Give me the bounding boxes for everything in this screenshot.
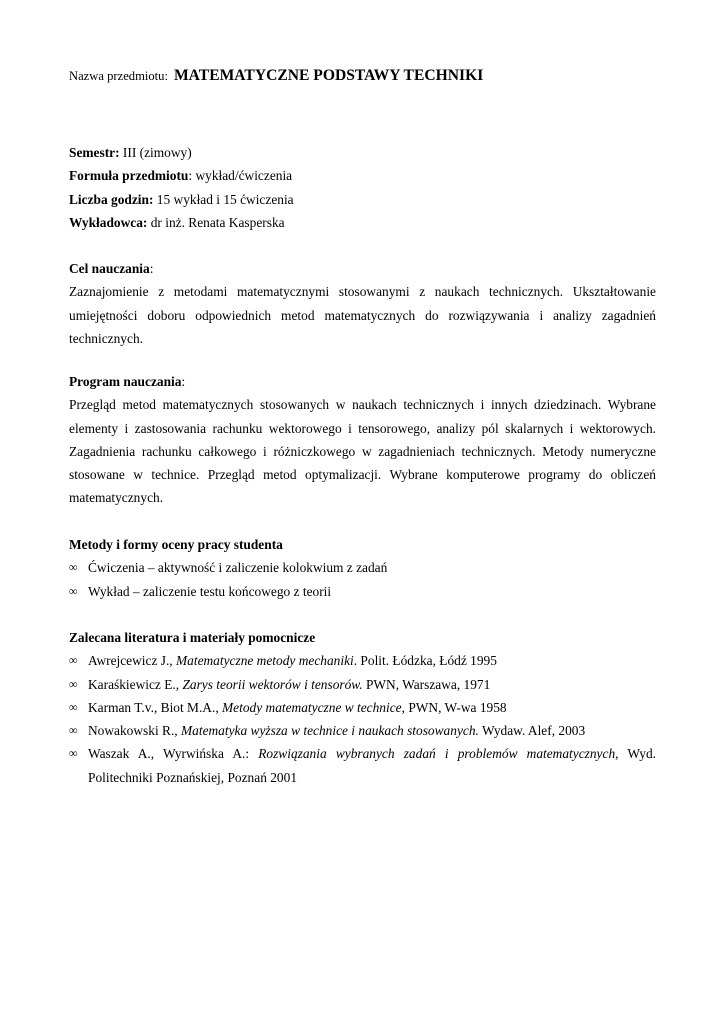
list-item bbox=[69, 673, 656, 696]
literature-section bbox=[69, 626, 656, 789]
lecturer-label: Wykładowca: bbox=[69, 214, 148, 230]
methods-item-text: Ćwiczenia – aktywność i zaliczenie kolokwium z zadań bbox=[88, 560, 388, 576]
infinity-bullet-icon: ∞ bbox=[69, 653, 78, 668]
lit-rest: , PWN, W-wa 1958 bbox=[401, 699, 507, 715]
goal-heading: Cel nauczania bbox=[69, 261, 150, 276]
infinity-bullet-icon: ∞ bbox=[69, 676, 78, 691]
lit-title: Matematyczne metody mechaniki bbox=[176, 653, 354, 669]
goal-text: Zaznajomienie z metodami matematycznymi stosowanymi z naukach technicznych. Ukształtowanie umiejętności doboru odpowiednich metod matematycznych do rozwiązywania i analizy zagadnień technicznych. bbox=[69, 284, 656, 346]
methods-section bbox=[69, 533, 656, 603]
list-item bbox=[69, 742, 656, 789]
semester-value: III (zimowy) bbox=[119, 145, 192, 160]
semester-line bbox=[69, 141, 294, 164]
lit-title: Rozwiązania wybranych zadań i problemów matematycznych bbox=[258, 746, 616, 762]
formula-label: Formuła przedmiotu bbox=[69, 168, 189, 184]
literature-heading: Zalecana literatura i materiały pomocnicze bbox=[69, 630, 316, 645]
list-item bbox=[69, 719, 656, 742]
lit-rest: Wydaw. Alef, 2003 bbox=[478, 723, 586, 739]
lit-author: Nowakowski R., bbox=[88, 723, 181, 739]
infinity-bullet-icon: ∞ bbox=[69, 723, 78, 738]
lit-title: Zarys teorii wektorów i tensorów. bbox=[182, 676, 363, 692]
goal-heading-line bbox=[69, 257, 656, 280]
infinity-bullet-icon: ∞ bbox=[69, 746, 78, 761]
methods-list bbox=[69, 556, 656, 603]
lit-rest: PWN, Warszawa, 1971 bbox=[362, 676, 491, 692]
program-section bbox=[69, 370, 656, 510]
literature-list bbox=[69, 649, 656, 789]
goal-colon: : bbox=[149, 261, 154, 276]
methods-item-text: Wykład – zaliczenie testu końcowego z teorii bbox=[88, 583, 332, 599]
program-heading-line bbox=[69, 370, 656, 393]
infinity-bullet-icon: ∞ bbox=[69, 583, 78, 598]
formula-line bbox=[69, 164, 294, 187]
goal-section bbox=[69, 257, 656, 350]
infinity-bullet-icon: ∞ bbox=[69, 699, 78, 714]
list-item bbox=[69, 580, 656, 603]
formula-value: : wykład/ćwiczenia bbox=[188, 168, 293, 184]
program-text: Przegląd metod matematycznych stosowanych w naukach technicznych i innych dziedzinach. Wybrane elementy i zastosowania rachunku wektorowego i tensorowego, analizy pól skalarnych i wektorowych. Zagadnienia rachunku całkowego i różniczkowego w zagadnieniach technicznych. Metody numeryczne stosowane w technice. Przegląd metod optymalizacji. Wybrane komputerowe programy do obliczeń matematycznych. bbox=[69, 397, 656, 506]
program-colon: : bbox=[181, 374, 186, 389]
lecturer-value: dr inż. Renata Kasperska bbox=[147, 214, 285, 230]
lit-author: Awrejcewicz J., bbox=[88, 653, 176, 669]
lit-title: Metody matematyczne w technice bbox=[222, 699, 402, 715]
methods-heading: Metody i formy oceny pracy studenta bbox=[69, 537, 283, 552]
hours-label: Liczba godzin: bbox=[69, 191, 154, 207]
hours-line bbox=[69, 188, 294, 211]
lit-rest: . Polit. Łódzka, Łódź 1995 bbox=[353, 653, 497, 669]
lecturer-line bbox=[69, 211, 294, 234]
course-info bbox=[69, 141, 294, 234]
list-item bbox=[69, 649, 656, 672]
list-item bbox=[69, 556, 656, 579]
lit-author: Karman T.v., Biot M.A., bbox=[88, 699, 223, 715]
semester-label: Semestr: bbox=[69, 145, 120, 160]
infinity-bullet-icon: ∞ bbox=[69, 560, 78, 575]
hours-value: 15 wykład i 15 ćwiczenia bbox=[153, 191, 294, 207]
lit-title: Matematyka wyższa w technice i naukach stosowanych. bbox=[181, 723, 479, 739]
lit-rest: , Wyd. Politechniki Poznańskiej, Poznań 2001 bbox=[88, 746, 656, 785]
subject-name: MATEMATYCZNE PODSTAWY TECHNIKI bbox=[173, 67, 484, 84]
lit-author: Karaśkiewicz E., bbox=[88, 676, 183, 692]
subject-label: Nazwa przedmiotu: bbox=[69, 69, 168, 83]
list-item bbox=[69, 696, 656, 719]
subject-title-row bbox=[69, 67, 483, 85]
program-heading: Program nauczania bbox=[69, 374, 182, 389]
lit-author: Waszak A., Wyrwińska A.: bbox=[88, 746, 259, 762]
